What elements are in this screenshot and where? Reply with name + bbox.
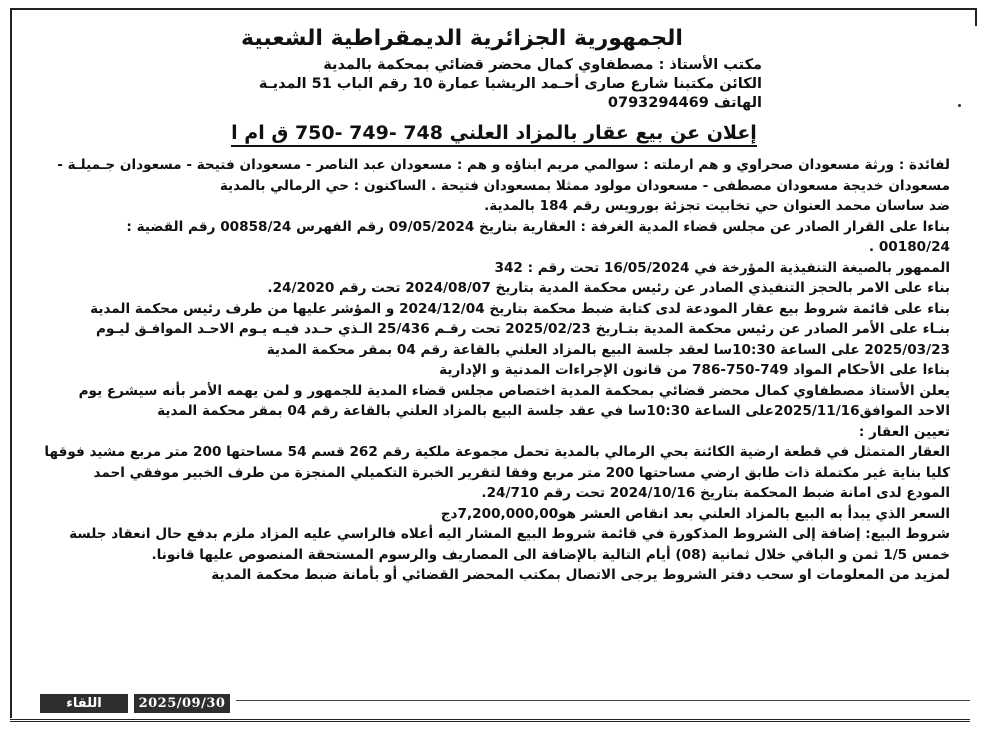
body-line: السعر الذي يبدأ به البيع بالمزاد العلني بعد انقاص العشر هو7,200,000,00دج <box>440 505 950 522</box>
body-line: العقار المتمثل في قطعة ارضية الكائنة بحي الرمالي بالمدية تحمل مجموعة ملكية رقم 262 قسم 54 مساحتها 200 متر مربع مشيد فوقها <box>44 444 950 460</box>
phone-line: الهاتف 0793294469 <box>607 95 762 111</box>
footer-rule <box>236 700 970 701</box>
body-line: تعيين العقار : <box>858 423 950 440</box>
newspaper-name: اللقاء <box>40 694 128 713</box>
body-line: بناءا على الأحكام المواد 749-750-786 من قانون الإجراءات المدنية و الإدارية <box>439 362 950 378</box>
body-line: 2025/03/23 على الساعة 10:30سا لعقد جلسة البيع بالمزاد العلني بالقاعة رقم 04 بمقر محكمة المدية <box>266 341 950 358</box>
body-line: بنـاء على الأمر الصادر عن رئيس محكمة المدية بتـاريخ 2025/02/23 تحت رقـم 25/436 الـذي حـدد فيـه يـوم الاحـد الموافـق ليـوم <box>96 321 950 337</box>
republic-heading: الجمهورية الجزائرية الديمقراطية الشعبية <box>241 26 683 51</box>
body-line: بناء على الامر بالحجز التنفيذي الصادر عن رئيس محكمة المدية بتاريخ 2024/08/07 تحت رقم 24/2020. <box>267 280 950 296</box>
body-line: خمس 1/5 ثمن و الباقي خلال ثمانية (08) أيام التالية بالإضافة الى المصاريف والرسوم المستحقة المنصوص عليها قانونا. <box>151 546 950 563</box>
body-line: كليا بناية غير مكتملة ذات طابق ارضي مساحتها 200 متر مربع وفقا لتقرير الخبرة التكميلي المنجزة من طرف الخبير موفقي احمد <box>93 464 950 481</box>
notice-title <box>14 121 950 145</box>
frame-bottom-border <box>10 719 970 722</box>
frame-right-border <box>975 8 977 26</box>
publication-date: 2025/09/30 <box>134 694 230 713</box>
body-line: الاحد الموافق2025/11/16على الساعة 10:30سا في عقد جلسة البيع بالمزاد العلني بالقاعة رقم 04 بمقر محكمة المدية <box>157 403 950 419</box>
auction-notice <box>14 22 950 586</box>
body-line: يعلن الأستاذ مصطفاوي كمال محضر قضائي بمحكمة المدية اختصاص مجلس قضاء المدية للجمهور و لمن يهمه الأمر بأنه سيشرع يوم <box>78 382 950 399</box>
body-line: 00180/24 . <box>868 239 950 255</box>
body-line: لفائدة : ورثة مسعودان صحراوي و هم ارملته : سوالمي مريم ابناؤه و هم : مسعودان عبد الناصر - مسعودان فتيحة - مسعودان جـميلـة - <box>57 157 950 173</box>
body-line: ضد ساسان محمد العنوان حي تخابيت تجزئة بورويس رقم 184 بالمدية. <box>484 198 950 214</box>
address-line: الكائن مكتبنا شارع صارى أحـمد الريشبا عمارة 10 رقم الباب 51 المديـة <box>258 76 762 92</box>
body-line: بناءا على القرار الصادر عن مجلس قضاء المدية الغرفة : العقارية بتاريخ 09/05/2024 رقم الفهرس 00858/24 رقم القضية : <box>126 218 950 235</box>
body-line: المودع لدى امانة ضبط المحكمة بتاريخ 2024/10/16 تحت رقم 24/710. <box>481 485 950 501</box>
ink-speck <box>958 104 961 107</box>
body-line: بناء على قائمة شروط بيع عقار المودعة لدى كتابة ضبط محكمة بتاريخ 2024/12/04 و المؤشر عليها من طرف رئيس محكمة المدية <box>90 300 950 317</box>
frame-left-border <box>10 8 12 718</box>
frame-top-border <box>10 8 976 10</box>
notice-title-text: إعلان عن بيع عقار بالمزاد العلني 748 -749 -750 ق ام ا <box>231 122 757 147</box>
body-line: الممهور بالصيغة التنفيذية المؤرخة في 16/05/2024 تحت رقم : 342 <box>494 259 950 276</box>
body-line: مسعودان خديجة مسعودان مصطفى - مسعودان مولود ممثلا بمسعودان فتيحة . الساكنون : حي الرمالي بالمدية <box>219 177 950 194</box>
body-line: لمزيد من المعلومات او سحب دفتر الشروط يرجى الاتصال بمكتب المحضر القضائي أو بأمانة ضبط محكمة المدية <box>211 567 950 583</box>
office-line: مكتب الأستاذ : مصطفاوي كمال محضر قضائي بمحكمة بالمدية <box>323 57 762 73</box>
body-line: شروط البيع: إضافة إلى الشروط المذكورة في قائمة شروط البيع المشار اليه أعلاه فالراسي عليه المزاد ملزم بدفع حال انعقاد جلسة <box>69 526 950 542</box>
notice-body <box>14 155 950 586</box>
